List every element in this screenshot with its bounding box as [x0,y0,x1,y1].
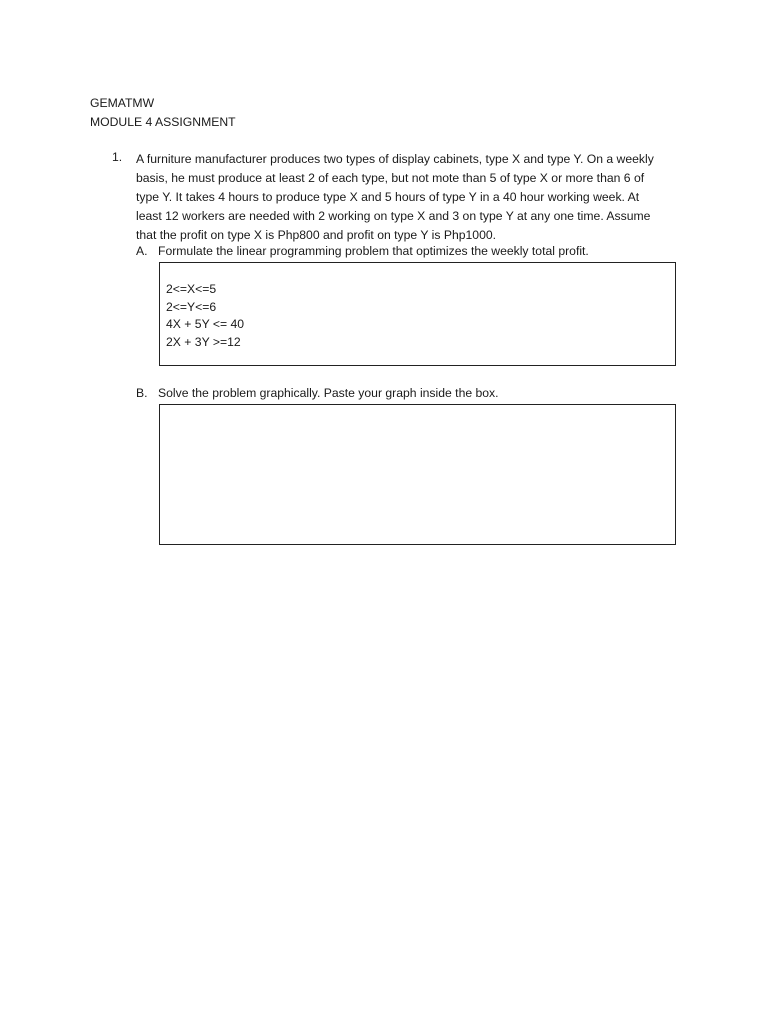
constraint-list [166,281,244,351]
question-line: type Y. It takes 4 hours to produce type X and 5 hours of type Y in a 40 hour working week. At [136,190,640,204]
question-line: A furniture manufacturer produces two types of display cabinets, type X and type Y. On a weekly [136,152,654,166]
document-header [90,94,236,132]
part-b-letter: B. [136,386,148,400]
course-code: GEMATMW [90,96,155,110]
assignment-title: MODULE 4 ASSIGNMENT [90,115,236,129]
constraint-line: 2<=X<=5 [166,282,217,296]
constraint-line: 2X + 3Y >=12 [166,334,241,349]
part-b-prompt [136,386,499,400]
part-b-text: Solve the problem graphically. Paste your graph inside the box. [158,386,499,400]
question-number: 1. [112,150,123,164]
question-text [136,150,696,245]
part-a-letter: A. [136,244,148,258]
part-b-graph-box[interactable] [159,404,676,545]
constraint-line: 4X + 5Y <= 40 [166,317,245,331]
question-line: least 12 workers are needed with 2 working on type X and 3 on type Y at any one time. Assume [136,209,651,223]
part-a-prompt [136,244,589,258]
question-line: that the profit on type X is Php800 and profit on type Y is Php1000. [136,228,497,242]
part-a-answer-box[interactable] [159,262,676,366]
question-line: basis, he must produce at least 2 of each type, but not mote than 5 of type X or more than 6 of [136,171,645,185]
part-a-text: Formulate the linear programming problem that optimizes the weekly total profit. [158,244,589,258]
constraint-line: 2<=Y<=6 [166,299,217,314]
